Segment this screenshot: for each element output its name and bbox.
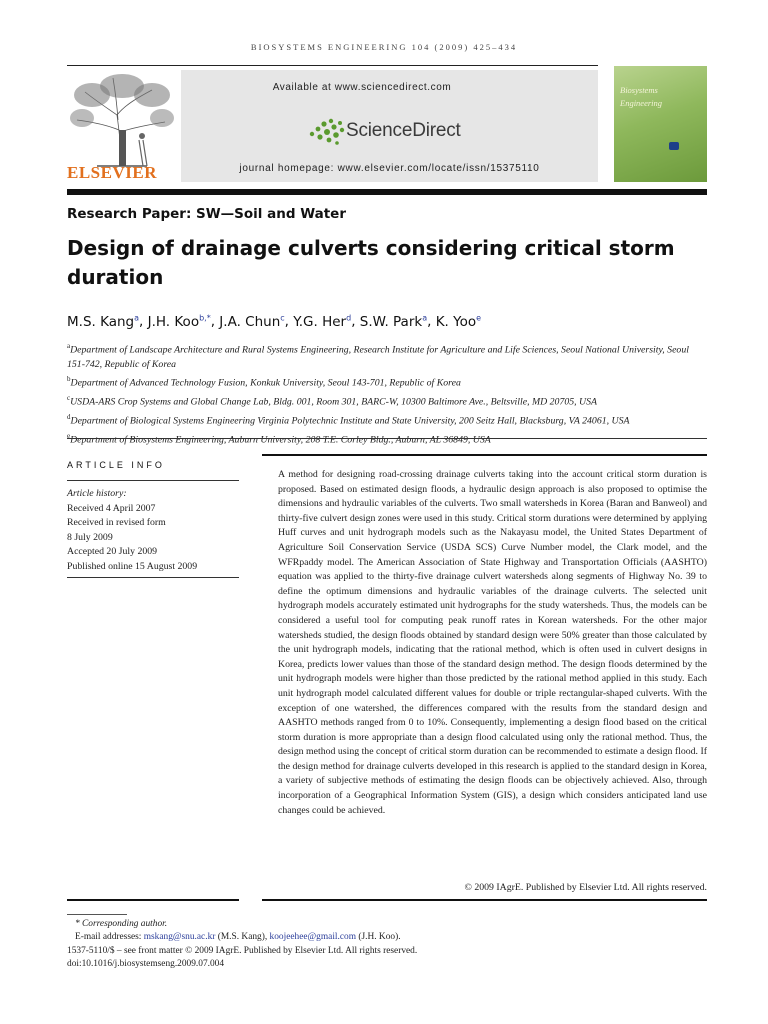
affiliation-d: $^d$Department of Biological Systems Engineering Virginia Polytechnic Institute and State University, 200 Seitz Hall, Blacksburg, VA 24061, USA (67, 412, 630, 427)
email-line: E-mail addresses: mskang@snu.ac.kr (M.S. Kang), koojeehee@gmail.com (J.H. Koo). (75, 932, 401, 943)
author-2[interactable]: J.H. Koo$^{b,*}$ (147, 313, 211, 330)
history-item: Published online 15 August 2009 (67, 560, 198, 572)
header-thick-rule (67, 189, 707, 195)
article-info-heading: ARTICLE INFO (67, 460, 165, 470)
author-4[interactable]: Y.G. Her$^d$ (293, 313, 352, 330)
history-label: Article history: (67, 488, 127, 499)
email-link-koo[interactable]: koojeehee@gmail.com (269, 932, 357, 943)
journal-homepage-text: journal homepage: www.elsevier.com/locate/issn/15375110 (239, 163, 540, 174)
history-item: Accepted 20 July 2009 (67, 546, 158, 557)
author-3[interactable]: J.A. Chun$^c$ (219, 313, 285, 330)
abstract-bottom-rule (262, 899, 707, 901)
history-item: 8 July 2009 (67, 531, 113, 543)
history-item: Received in revised form (67, 517, 166, 528)
affiliations (67, 339, 708, 447)
paper-title: Design of drainage culverts considering critical storm duration (67, 236, 675, 289)
author-list: M.S. Kang$^a$, J.H. Koo$^{b,*}$, J.A. Chun$^c$, Y.G. Her$^d$, S.W. Park$^a$, K. Yoo$^e$ (67, 313, 482, 330)
author-5[interactable]: S.W. Park$^a$ (359, 313, 428, 330)
email-link-kang[interactable]: mskang@snu.ac.kr (143, 932, 216, 943)
article-info-bottom-rule (67, 577, 239, 578)
corresponding-author-note: * Corresponding author. (75, 919, 168, 929)
cover-title-line-1: Biosystems (620, 85, 658, 95)
divider-rule (67, 438, 707, 439)
article-info-foot-rule (67, 899, 239, 901)
affiliation-b: $^b$Department of Advanced Technology Fusion, Konkuk University, Seoul 143-701, Republic of Korea (67, 375, 461, 389)
author-6[interactable]: K. Yoo$^e$ (435, 313, 482, 330)
abstract-text: A method for designing road-crossing drainage culverts taking into the account critical storm duration is proposed. Based on estimated design floods, a hydraulic design approach is also proposed to optimise the dimensions and hydraulic variables of the culverts. Two small watersheds in Korea (Baran and Banweol) and thirty-five culvert design zones were used in this study. Critical storm durations were determined by applying Huff curves and unit hydrograph models such as the Nakayasu model, the United States Department of Agriculture Soil Conservation Service (USDA SCS) Curve Number model, the Clark model, and the WFRpaddy model. The American Association of State Highway and Transportation Officials (AASHTO) equation was applied to the thirty-five drainage culvert watersheds along segments of Highway No. 39 to define the optimum dimensions and hydraulic variables of the drainage culverts. The selected unit hydrograph models accurately estimated unit hydrographs for the study watersheds. Thus, the models can be considered a useful tool for computing peak runoff rates in Korean watersheds. For the other major watersheds studied, the design floods obtained by standard design were 50% greater than those calculated by the unit hydrograph models, indicating that the rational method, which is often used in culvert designs in Korea, predicts lower values than those of the standard design method. The design floods determined by the unit hydrograph models were higher than those predicted by the rational method applied in this study. Each unit hydrograph model calculated different values for double or triple rectangular-shaped culverts. With the exception of one watershed, the differences compared with the results from the standard design and AASHTO methods ranged from 0 to 10%. Consequently, implementing a design flood based on the critical storm duration is more appropriate than a design flood calculated using only the rational method. Thus, the design method using the concept of critical storm duration can be recommended to estimate a design flood. If the design method for drainage culverts developed in this research is applied to the standard design in Korea, a variety of subjective methods of estimating the design floods can be objectively achieved. Also, through incorporation of a Geographical Information System (GIS), a design which considers anticipated land use changes could be achieved. (278, 469, 707, 816)
doi-line[interactable]: doi:10.1016/j.biosystemseng.2009.07.004 (67, 958, 225, 969)
footnote-rule (67, 914, 127, 915)
header-rule (67, 65, 598, 66)
cover-publisher-icon (669, 142, 679, 150)
article-info-rule (67, 480, 239, 481)
affiliation-a: $^a$Department of Landscape Architecture and Rural Systems Engineering, Research Institute for Agriculture and Life Sciences, Seoul National University, Seoul 151-742, Republic of Korea (67, 342, 689, 370)
affiliation-e: $^e$Department of Biosystems Engineering, Auburn University, 208 T.E. Corley Bldg., Auburn, AL 36849, USA (67, 431, 491, 445)
article-history (67, 487, 239, 574)
cover-title-line-2: Engineering (620, 98, 663, 108)
author-1[interactable]: M.S. Kang$^a$ (67, 313, 140, 330)
affiliation-c: $^c$USDA-ARS Crop Systems and Global Change Lab, Bldg. 001, Room 301, BARC-W, 10300 Baltimore Ave., Beltsville, MD 20705, USA (67, 394, 598, 408)
history-item: Received 4 April 2007 (67, 502, 156, 514)
journal-cover-title (620, 84, 700, 110)
email-label: E-mail addresses: (75, 932, 142, 943)
footnotes (67, 918, 707, 971)
section-label: Research Paper: SW—Soil and Water (67, 206, 346, 222)
sciencedirect-wordmark: ScienceDirect (346, 120, 461, 141)
available-at-text: Available at www.sciencedirect.com (272, 82, 452, 93)
publisher-logo-text: ELSEVIER (67, 163, 157, 182)
running-head: BIOSYSTEMS ENGINEERING 104 (2009) 425–434 (250, 42, 518, 52)
abstract-top-rule (262, 454, 707, 456)
copyright-line: © 2009 IAgrE. Published by Elsevier Ltd. All rights reserved. (464, 882, 707, 893)
issn-line: 1537-5110/$ – see front matter © 2009 IAgrE. Published by Elsevier Ltd. All rights reserved. (67, 945, 418, 956)
